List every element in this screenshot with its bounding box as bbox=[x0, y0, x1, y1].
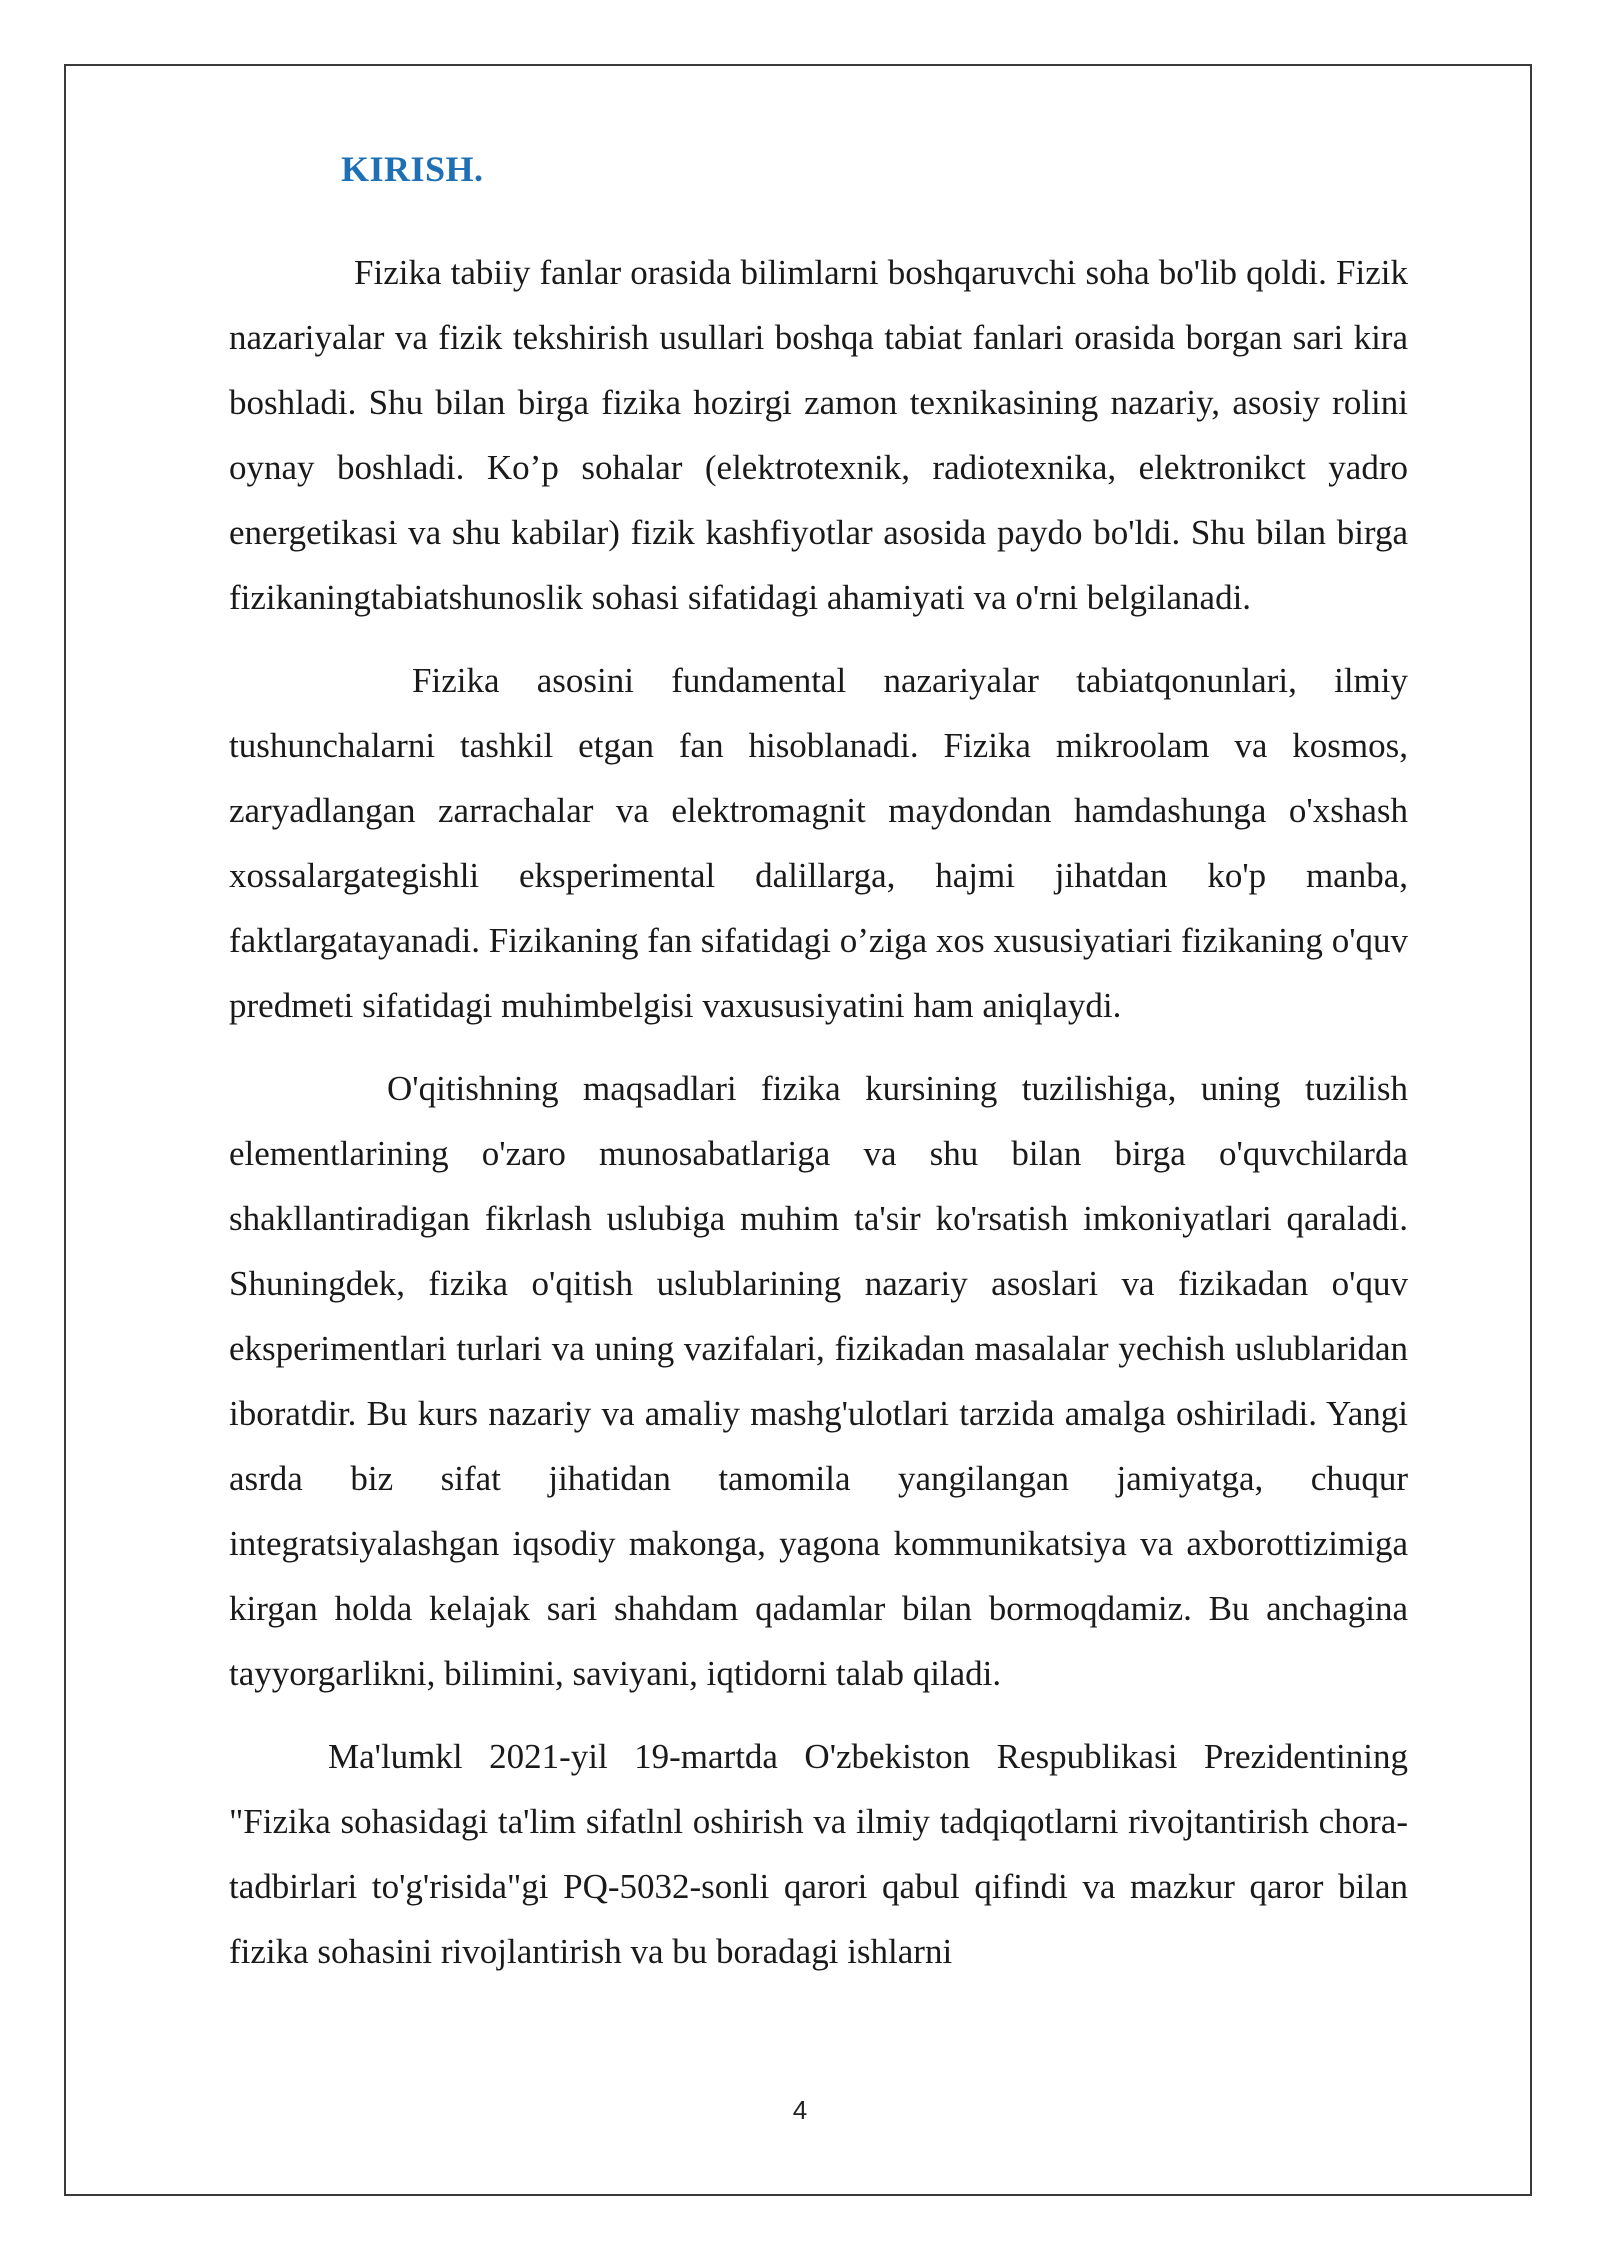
paragraph-4: Ma'lumkl 2021-yil 19-martda O'zbekiston Respublikasi Prezidentining "Fizika sohasidagi ta'lim sifatlnl oshirish va ilmiy tadqiqotlarni rivojtantirish chora- tadbirlari to'g'risida"gi PQ-5032-sonli qarori qabul qifindi va mazkur qaror bilan fizika sohasini rivojlantirish va bu boradagi ishlarni bbox=[229, 1737, 1408, 1971]
paragraph-3: O'qitishning maqsadlari fizika kursining tuzilishiga, uning tuzilish elementlarining o'zaro munosabatlariga va shu bilan birga o'quvchilarda shakllantiradigan fikrlash uslubiga muhim ta'sir ko'rsatish imkoniyatlari qaraladi. Shuningdek, fizika o'qitish uslublarining nazariy asoslari va fizikadan o'quv eksperimentlari turlari va uning vazifalari, fizikadan masalalar yechish uslublaridan iboratdir. Bu kurs nazariy va amaliy mashg'ulotlari tarzida amalga oshiriladi. Yangi asrda biz sifat jihatidan tamomila yangilangan jamiyatga, chuqur integratsiyalashgan iqsodiy makonga, yagona kommunikatsiya va axborottizimiga kirgan holda kelajak sari shahdam qadamlar bilan bormoqdamiz. Bu anchagina tayyorgarlikni, bilimini, saviyani, iqtidorni talab qiladi. bbox=[229, 1069, 1408, 1693]
section-heading: KIRISH. bbox=[341, 149, 484, 189]
page-number: 4 bbox=[792, 2095, 808, 2125]
body-text bbox=[229, 240, 1408, 2002]
paragraph-1: Fizika tabiiy fanlar orasida bilimlarni boshqaruvchi soha bo'lib qoldi. Fizik nazariyalar va fizik tekshirish usullari boshqa tabiat fanlari orasida borgan sari kira boshladi. Shu bilan birga fizika hozirgi zamon texnikasining nazariy, asosiy rolini oynay boshladi. Ko’p sohalar (elektrotexnik, radiotexnika, elektronikct yadro energetikasi va shu kabilar) fizik kashfiyotlar asosida paydo bo'ldi. Shu bilan birga fizikaningtabiatshunoslik sohasi sifatidagi ahamiyati va o'rni belgilanadi. bbox=[229, 253, 1408, 617]
paragraph-2: Fizika asosini fundamental nazariyalar tabiatqonunlari, ilmiy tushunchalarni tashkil etgan fan hisoblanadi. Fizika mikroolam va kosmos, zaryadlangan zarrachalar va elektromagnit maydondan hamdashunga o'xshash xossalargategishli eksperimental dalillarga, hajmi jihatdan ko'p manba, faktlargatayanadi. Fizikaning fan sifatidagi o’ziga xos xususiyatiari fizikaning o'quv predmeti sifatidagi muhimbelgisi vaxususiyatini ham aniqlaydi. bbox=[229, 661, 1408, 1025]
